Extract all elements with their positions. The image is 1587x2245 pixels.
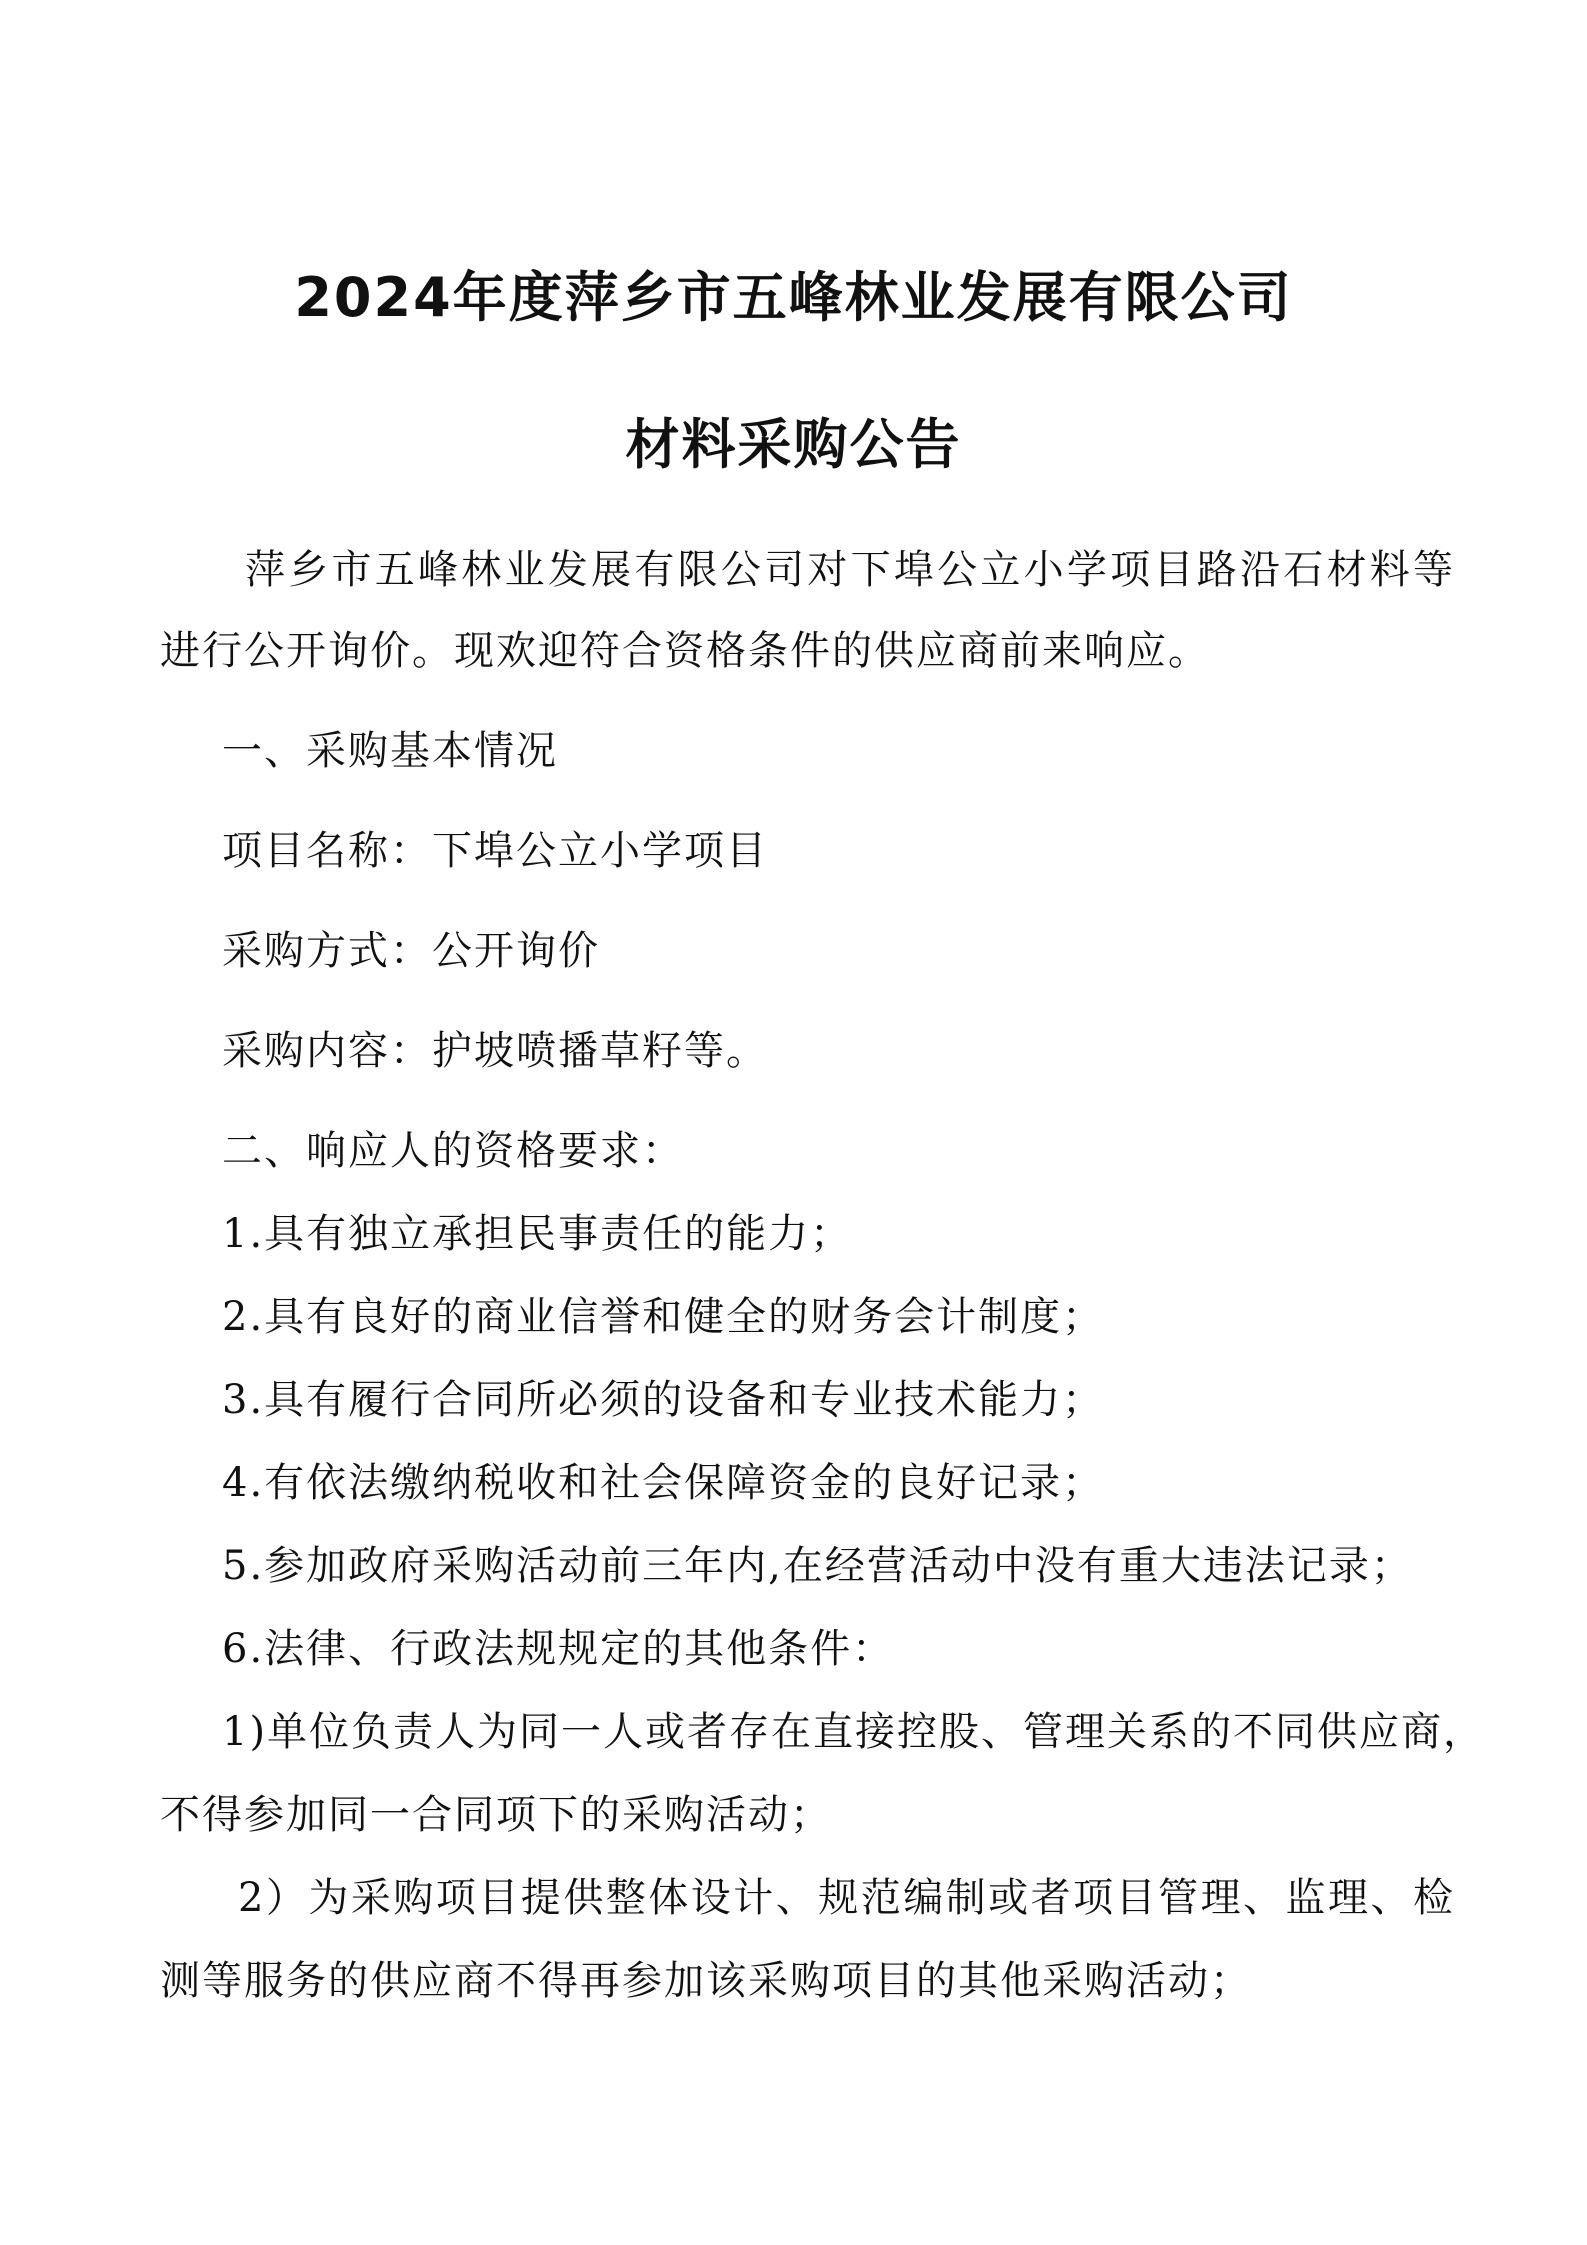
qualification-item: 5.参加政府采购活动前三年内,在经营活动中没有重大违法记录； xyxy=(222,1543,1413,1589)
qualification-item: 1.具有独立承担民事责任的能力； xyxy=(222,1211,853,1257)
procurement-method-line: 采购方式：公开询价 xyxy=(222,928,600,974)
sub-condition-2-line1: 2）为采购项目提供整体设计、规范编制或者项目管理、监理、检 xyxy=(238,1875,1455,1921)
sub-condition-1-line2: 不得参加同一合同项下的采购活动； xyxy=(160,1792,832,1838)
document-title-line1: 2024年度萍乡市五峰林业发展有限公司 xyxy=(294,266,1293,329)
sub-condition-2-line2: 测等服务的供应商不得再参加该采购项目的其他采购活动； xyxy=(160,1958,1252,2004)
sub-condition-1-line1: 1)单位负责人为同一人或者存在直接控股、管理关系的不同供应商， xyxy=(222,1709,1486,1755)
project-name-line: 项目名称：下埠公立小学项目 xyxy=(222,828,768,874)
qualification-item: 4.有依法缴纳税收和社会保障资金的良好记录； xyxy=(222,1460,1105,1506)
section1-heading: 一、采购基本情况 xyxy=(222,728,558,774)
document-title-line2: 材料采购公告 xyxy=(625,413,962,476)
procurement-content-line: 采购内容：护坡喷播草籽等。 xyxy=(222,1028,768,1074)
qualification-item: 2.具有良好的商业信誉和健全的财务会计制度； xyxy=(222,1294,1105,1340)
intro-paragraph-line2: 进行公开询价。现欢迎符合资格条件的供应商前来响应。 xyxy=(160,628,1210,674)
qualification-item: 3.具有履行合同所必须的设备和专业技术能力； xyxy=(222,1377,1105,1423)
intro-paragraph-line1: 萍乡市五峰林业发展有限公司对下埠公立小学项目路沿石材料等 xyxy=(245,547,1455,593)
section2-heading: 二、响应人的资格要求： xyxy=(222,1128,684,1174)
qualification-item: 6.法律、行政法规规定的其他条件： xyxy=(222,1626,895,1672)
